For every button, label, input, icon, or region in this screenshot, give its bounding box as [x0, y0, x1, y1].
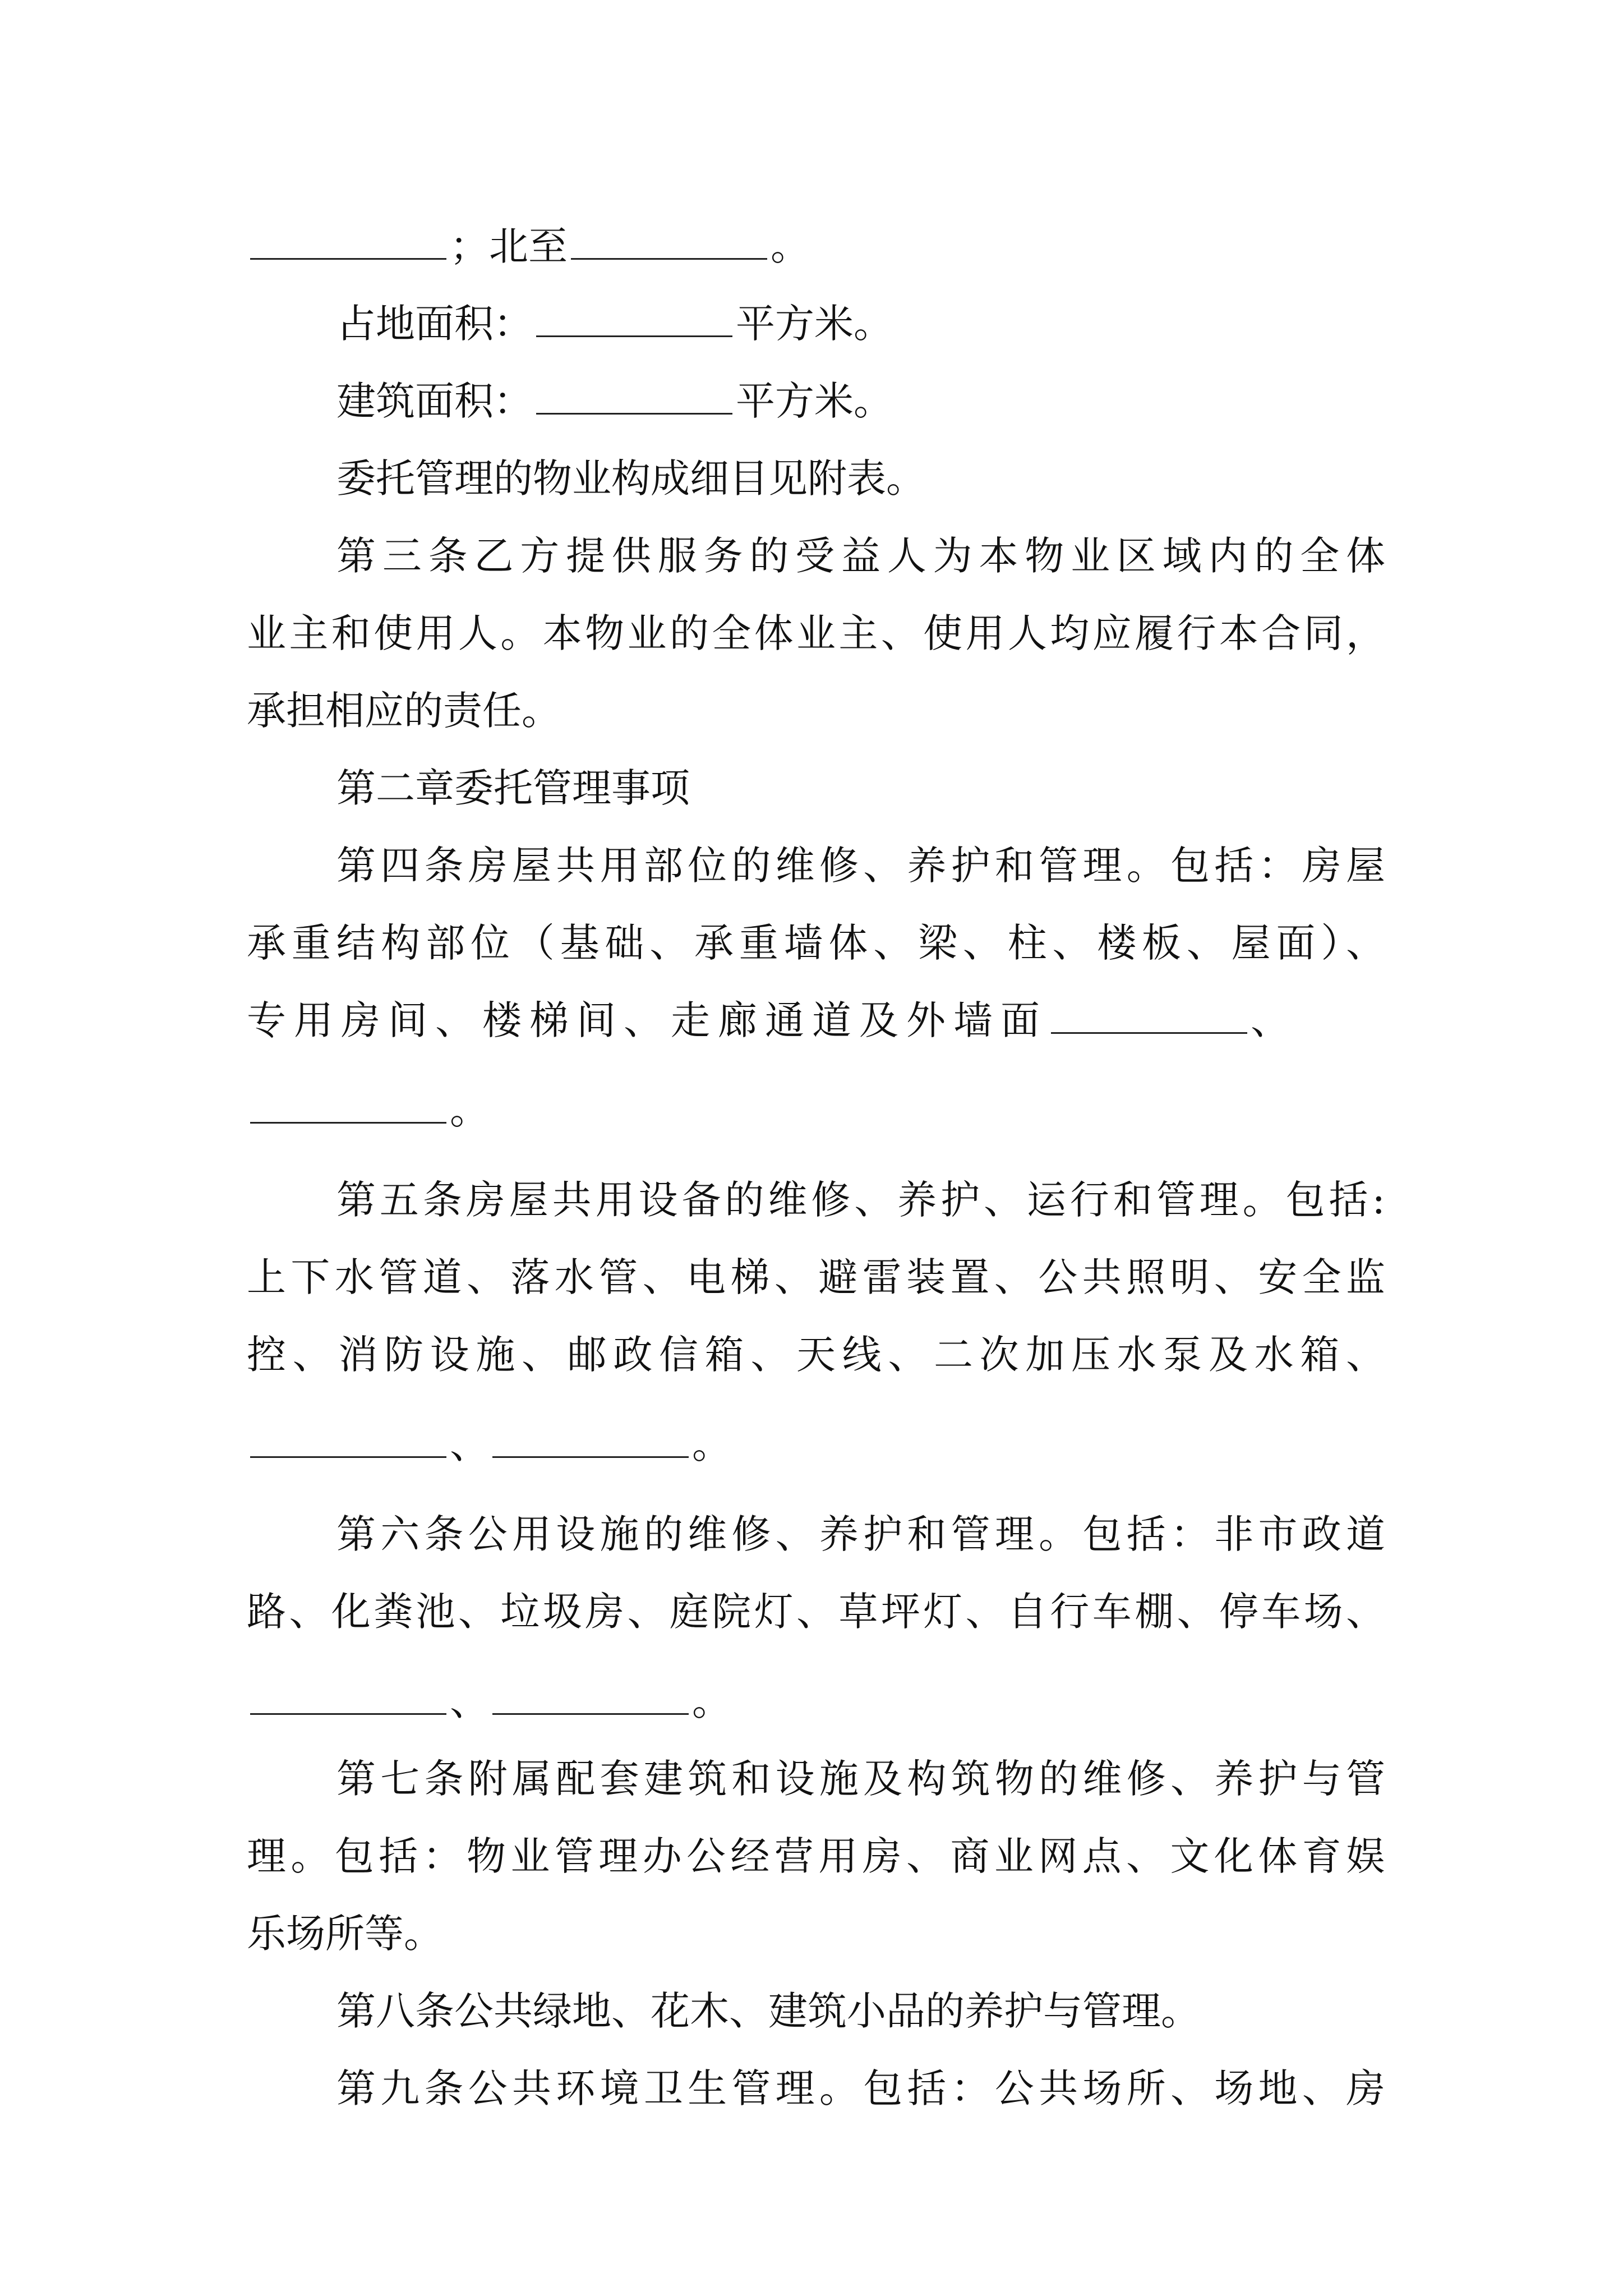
text-segment: 、 — [1251, 997, 1290, 1043]
text-segment: 。 — [450, 1087, 489, 1133]
paragraph-line: 业主和使用人。本物业的全体业主、使用人均应履行本合同， — [247, 610, 1385, 656]
text-segment: 占地面积： — [336, 301, 533, 347]
text-segment: 、 — [450, 1678, 489, 1724]
article-8-line: 第八条公共绿地、花木、建筑小品的养护与管理。 — [336, 1988, 1200, 2034]
fill-blank — [492, 1713, 689, 1715]
chapter-heading: 第二章委托管理事项 — [336, 765, 690, 811]
text-segment: 。 — [771, 223, 810, 269]
paragraph-line: 委托管理的物业构成细目见附表。 — [336, 455, 925, 501]
boundary-line — [247, 208, 1385, 285]
paragraph-line: 控、消防设施、邮政信箱、天线、二次加压水泵及水箱、 — [247, 1332, 1385, 1378]
text-segment: 。 — [692, 1421, 731, 1467]
fill-blank — [536, 412, 732, 415]
text-segment: ；北至 — [450, 223, 568, 269]
land-area-line — [247, 285, 1385, 362]
paragraph-line: 上下水管道、落水管、电梯、避雷装置、公共照明、安全监 — [247, 1254, 1385, 1300]
fill-blank — [571, 257, 767, 260]
document-body — [247, 208, 1385, 2127]
article-6-line: 第六条公用设施的维修、养护和管理。包括：非市政道 — [336, 1511, 1385, 1557]
article-9-line: 第九条公共环境卫生管理。包括：公共场所、场地、房 — [336, 2065, 1385, 2111]
paragraph-line: 承重结构部位（基础、承重墙体、梁、柱、楼板、屋面）、 — [247, 920, 1385, 966]
building-area-line — [247, 362, 1385, 440]
fill-blank — [250, 1456, 446, 1458]
paragraph-line: 理。包括：物业管理办公经营用房、商业网点、文化体育娱 — [247, 1833, 1385, 1879]
fill-blank — [492, 1456, 689, 1458]
fill-blank — [250, 1713, 446, 1715]
paragraph-line: 承担相应的责任。 — [247, 688, 561, 734]
fill-blank — [250, 1121, 446, 1124]
paragraph-line — [247, 1663, 1385, 1740]
paragraph-line — [247, 1071, 1385, 1149]
text-segment: 。 — [692, 1678, 731, 1724]
text-segment: 平方米。 — [736, 301, 893, 347]
paragraph-line: 乐场所等。 — [247, 1911, 443, 1957]
text-segment: 、 — [450, 1421, 489, 1467]
article-4-line: 第四条房屋共用部位的维修、养护和管理。包括：房屋 — [336, 843, 1385, 889]
article-3-line: 第三条乙方提供服务的受益人为本物业区域内的全体 — [336, 533, 1385, 579]
fill-blank — [536, 335, 732, 337]
article-5-line: 第五条房屋共用设备的维修、养护、运行和管理。包括: — [336, 1177, 1385, 1223]
text-segment: 专用房间、楼梯间、走廊通道及外墙面 — [247, 997, 1048, 1043]
text-segment: 建筑面积： — [336, 378, 533, 424]
fill-blank — [1051, 1032, 1247, 1034]
paragraph-line — [247, 982, 1385, 1059]
paragraph-line — [247, 1406, 1385, 1483]
text-segment: 平方米。 — [736, 378, 893, 424]
fill-blank — [250, 257, 446, 260]
paragraph-line: 路、化粪池、垃圾房、庭院灯、草坪灯、自行车棚、停车场、 — [247, 1589, 1385, 1635]
article-7-line: 第七条附属配套建筑和设施及构筑物的维修、养护与管 — [336, 1756, 1385, 1802]
